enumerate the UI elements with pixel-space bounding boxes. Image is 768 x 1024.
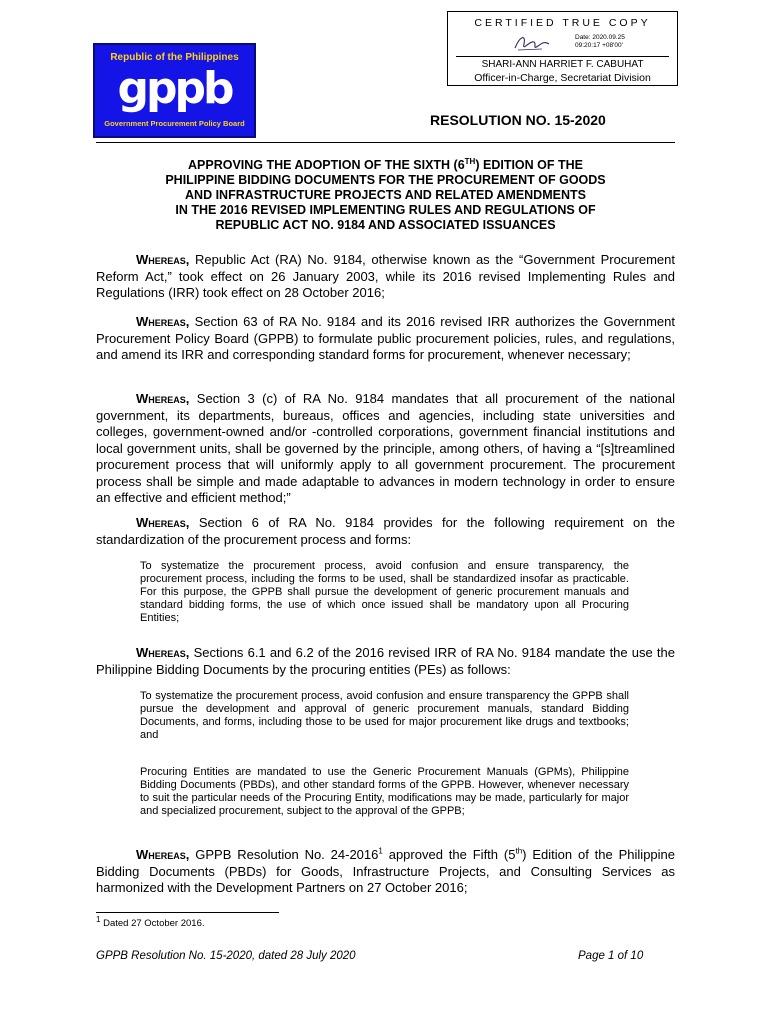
paragraph-text-c: ) Edition of the Philippine Bidding Documents (PBDs) for Goods, Infrastructure Projects, and Consulting Services as harmonized with the Development Partners on 27 October 2016; <box>96 847 675 895</box>
paragraph-text: Section 3 (c) of RA No. 9184 mandates that all procurement of the national government, its departments, bureaus, offices and agencies, including state universities and colleges, government-owned and/or -controlled corporations, government financial institutions and local government units, shall be governed by the principle, among others, of having a “[s]treamlined procurement process that will uniformly apply to all government procurement. The procurement process shall be simple and made adaptable to advances in modern technology in order to ensure an effective and efficient method;” <box>96 391 675 505</box>
block-quote-3: Procuring Entities are mandated to use the Generic Procurement Manuals (GPMs), Philippine Bidding Documents (PBDs), and other standard forms of the GPPB. However, whenever necessary to suit the particular needs of the Procuring Entity, modifications may be made, particularly for major and specialized procurement, subject to the approval of the GPPB; <box>140 766 629 817</box>
footnote-marker: 1 <box>96 914 101 924</box>
whereas-label: Whereas, <box>136 645 190 660</box>
logo-republic-text: Republic of the Philippines <box>110 52 239 63</box>
whereas-paragraph-1 <box>96 252 675 302</box>
whereas-label: Whereas, <box>136 252 190 267</box>
paragraph-text-a: GPPB Resolution No. 24-2016 <box>195 847 379 862</box>
stamp-signatory-role: Officer-in-Charge, Secretariat Division <box>474 72 651 84</box>
footer-page-number: Page 1 of 10 <box>578 950 644 962</box>
ordinal-superscript: th <box>515 846 523 856</box>
gppb-logo <box>93 43 256 138</box>
stamp-divider <box>456 56 669 57</box>
title-line-1-b: ) EDITION OF THE <box>475 158 583 172</box>
block-quote-2: To systematize the procurement process, avoid confusion and ensure transparency the GPPB shall pursue the development and approval of generic procurement manuals, standard Bidding Documents, and forms, including those to be used for major procurement like drugs and textbooks; and <box>140 690 629 741</box>
title-line-4: IN THE 2016 REVISED IMPLEMENTING RULES AND REGULATIONS OF <box>175 203 596 217</box>
certified-true-copy-stamp <box>447 11 678 86</box>
paragraph-text: Republic Act (RA) No. 9184, otherwise known as the “Government Procurement Reform Act,” took effect on 26 January 2003, while its 2016 revised Implementing Rules and Regulations (IRR) took effect on 28 October 2016; <box>96 252 675 300</box>
title-line-3: AND INFRASTRUCTURE PROJECTS AND RELATED AMENDMENTS <box>185 188 586 202</box>
title-line-2: PHILIPPINE BIDDING DOCUMENTS FOR THE PROCUREMENT OF GOODS <box>165 173 606 187</box>
stamp-date-line: Date: 2020.09.25 <box>575 34 625 41</box>
whereas-paragraph-4 <box>96 515 675 548</box>
paragraph-text: Section 63 of RA No. 9184 and its 2016 revised IRR authorizes the Government Procurement Policy Board (GPPB) to formulate public procurement policies, rules, and regulations, and amend its IRR and corresponding standard forms for procurement, whenever necessary; <box>96 314 675 362</box>
whereas-label: Whereas, <box>136 847 190 862</box>
resolution-number: RESOLUTION NO. 15-2020 <box>430 112 606 128</box>
whereas-label: Whereas, <box>136 391 190 406</box>
whereas-label: Whereas, <box>136 515 190 530</box>
footer-document-ref: GPPB Resolution No. 15-2020, dated 28 July 2020 <box>96 950 356 962</box>
title-line-1-a: APPROVING THE ADOPTION OF THE SIXTH (6 <box>188 158 465 172</box>
footnote-divider <box>96 912 279 913</box>
paragraph-text: Sections 6.1 and 6.2 of the 2016 revised IRR of RA No. 9184 mandate the use the Philippine Bidding Documents by the procuring entities (PEs) as follows: <box>96 645 675 677</box>
footnote-text: Dated 27 October 2016. <box>100 918 205 929</box>
whereas-paragraph-5 <box>96 645 675 678</box>
block-quote-1: To systematize the procurement process, avoid confusion and ensure transparency, the procurement process, including the forms to be used, shall be standardized insofar as practicable. For this purpose, the GPPB shall pursue the development of generic procurement manuals and standard bidding forms, the use of which once issued shall be mandatory upon all Procuring Entities; <box>140 560 629 624</box>
resolution-title <box>96 158 675 233</box>
stamp-title: CERTIFIED TRUE COPY <box>474 17 651 29</box>
paragraph-text-b: approved the Fifth (5 <box>382 847 516 862</box>
footnote <box>96 914 205 929</box>
header-divider <box>96 142 675 143</box>
whereas-label: Whereas, <box>136 314 190 329</box>
signature-graphic <box>512 32 552 54</box>
logo-mark: gppb <box>117 63 232 114</box>
title-line-1 <box>96 158 675 173</box>
stamp-signatory-name: SHARI-ANN HARRIET F. CABUHAT <box>481 59 644 70</box>
paragraph-text: Section 6 of RA No. 9184 provides for the following requirement on the standardization of the procurement process and forms: <box>96 515 675 547</box>
footnote-ref: 1 <box>378 846 383 856</box>
whereas-paragraph-6 <box>96 847 675 897</box>
title-line-5: REPUBLIC ACT NO. 9184 AND ASSOCIATED ISSUANCES <box>215 218 556 232</box>
whereas-paragraph-3 <box>96 391 675 507</box>
whereas-paragraph-2 <box>96 314 675 364</box>
logo-board-text: Government Procurement Policy Board <box>104 119 245 128</box>
stamp-time-line: 09:20:17 +08'00' <box>575 41 623 49</box>
stamp-date <box>575 34 625 49</box>
title-superscript: TH <box>464 156 476 166</box>
